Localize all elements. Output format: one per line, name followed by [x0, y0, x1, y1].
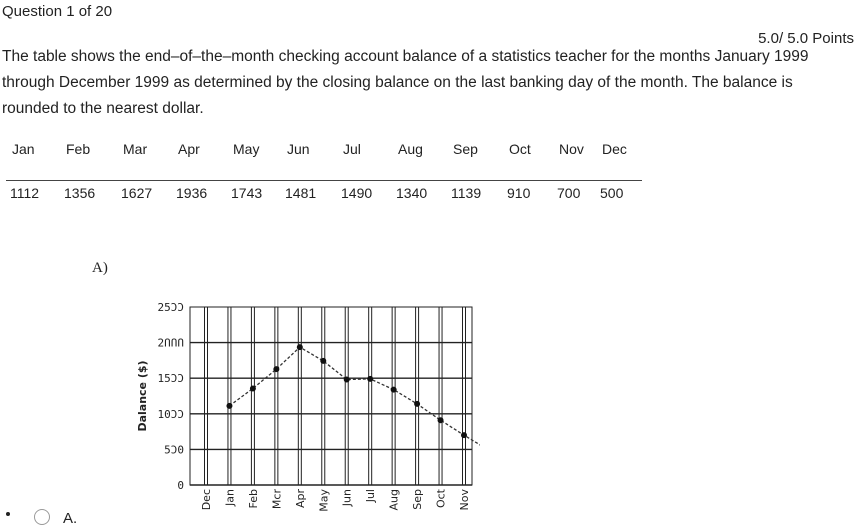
table-value-cell: 910	[507, 185, 531, 201]
data-point	[297, 344, 303, 350]
balance-line-chart	[128, 292, 480, 524]
table-header-cell: Jul	[343, 141, 361, 157]
table-header-cell: Jan	[12, 141, 35, 157]
table-value-cell: 1490	[341, 185, 373, 201]
table-value-cell: 700	[557, 185, 581, 201]
table-divider	[6, 180, 642, 181]
y-tick-label: 25ƆƆ	[157, 301, 184, 314]
table-header-cell: Oct	[509, 141, 531, 157]
x-tick-label: Jan	[223, 489, 237, 506]
x-tick-label: Oct	[434, 489, 448, 509]
x-tick-label: Mcr	[270, 489, 284, 510]
data-point	[414, 401, 420, 407]
question-counter: Question 1 of 20	[2, 3, 113, 20]
data-point	[250, 385, 256, 391]
table-header-cell: Aug	[398, 141, 423, 157]
table-value-cell: 500	[600, 185, 624, 201]
choice-a[interactable]	[0, 508, 200, 527]
table-value-cell: 1936	[176, 185, 208, 201]
choice-a-text: A.	[63, 510, 78, 527]
list-bullet	[6, 512, 10, 516]
plot-frame	[190, 307, 472, 485]
table-header-cell: Mar	[123, 141, 148, 157]
table-header-cell: Jun	[287, 141, 310, 157]
data-point	[461, 432, 467, 438]
table-value-cell: 1356	[64, 185, 96, 201]
x-tick-label: May	[317, 489, 331, 512]
table-header-cell: May	[233, 141, 260, 157]
data-point	[367, 376, 373, 382]
x-tick-label: Aug	[387, 489, 401, 511]
x-tick-label: Jul	[364, 489, 378, 503]
option-a-label: A)	[92, 260, 108, 276]
x-tick-label: Nov	[458, 489, 471, 511]
table-value-cell: 1481	[285, 185, 317, 201]
x-tick-label: Jun	[340, 489, 354, 507]
question-prompt: The table shows the end–of–the–month checking account balance of a statistics teacher for the months January 1999 through December 1999 as determined by the closing balance on the last banking day of the month. The balance is rounded to the nearest dollar.	[2, 48, 809, 117]
data-point	[226, 403, 232, 409]
x-tick-label: Apr	[293, 489, 307, 509]
table-value-cell: 1139	[451, 185, 482, 201]
table-value-cell: 1340	[396, 185, 428, 201]
table-header-cell: Dec	[602, 141, 627, 157]
table-header-cell: Apr	[178, 141, 200, 157]
y-tick-label: 15ƆƆ	[157, 372, 184, 386]
data-point	[320, 358, 326, 364]
y-tick-label: 10ƆƆ	[157, 407, 184, 421]
data-point	[438, 417, 444, 423]
table-header-cell: Nov	[559, 141, 584, 157]
table-header-cell: Feb	[66, 141, 91, 157]
y-axis-label: Dalance ($)	[136, 360, 149, 432]
data-point	[391, 387, 397, 393]
table-header-cell: Sep	[453, 141, 478, 157]
x-tick-label: Sep	[411, 489, 425, 510]
y-tick-label: 2ՈՈՈ	[157, 336, 184, 350]
x-tick-label: Feb	[246, 489, 260, 509]
y-tick-label: 0	[177, 479, 184, 492]
x-tick-label: Dec	[200, 489, 213, 511]
data-point	[344, 377, 350, 383]
y-tick-label: 5Ɔ0	[164, 443, 184, 457]
table-value-cell: 1743	[231, 185, 263, 201]
table-value-cell: 1627	[121, 185, 153, 201]
points-score: 5.0/ 5.0 Points	[758, 30, 854, 47]
table-value-cell: 1112	[10, 185, 40, 201]
choice-a-radio[interactable]	[34, 509, 50, 525]
data-point	[273, 366, 279, 372]
